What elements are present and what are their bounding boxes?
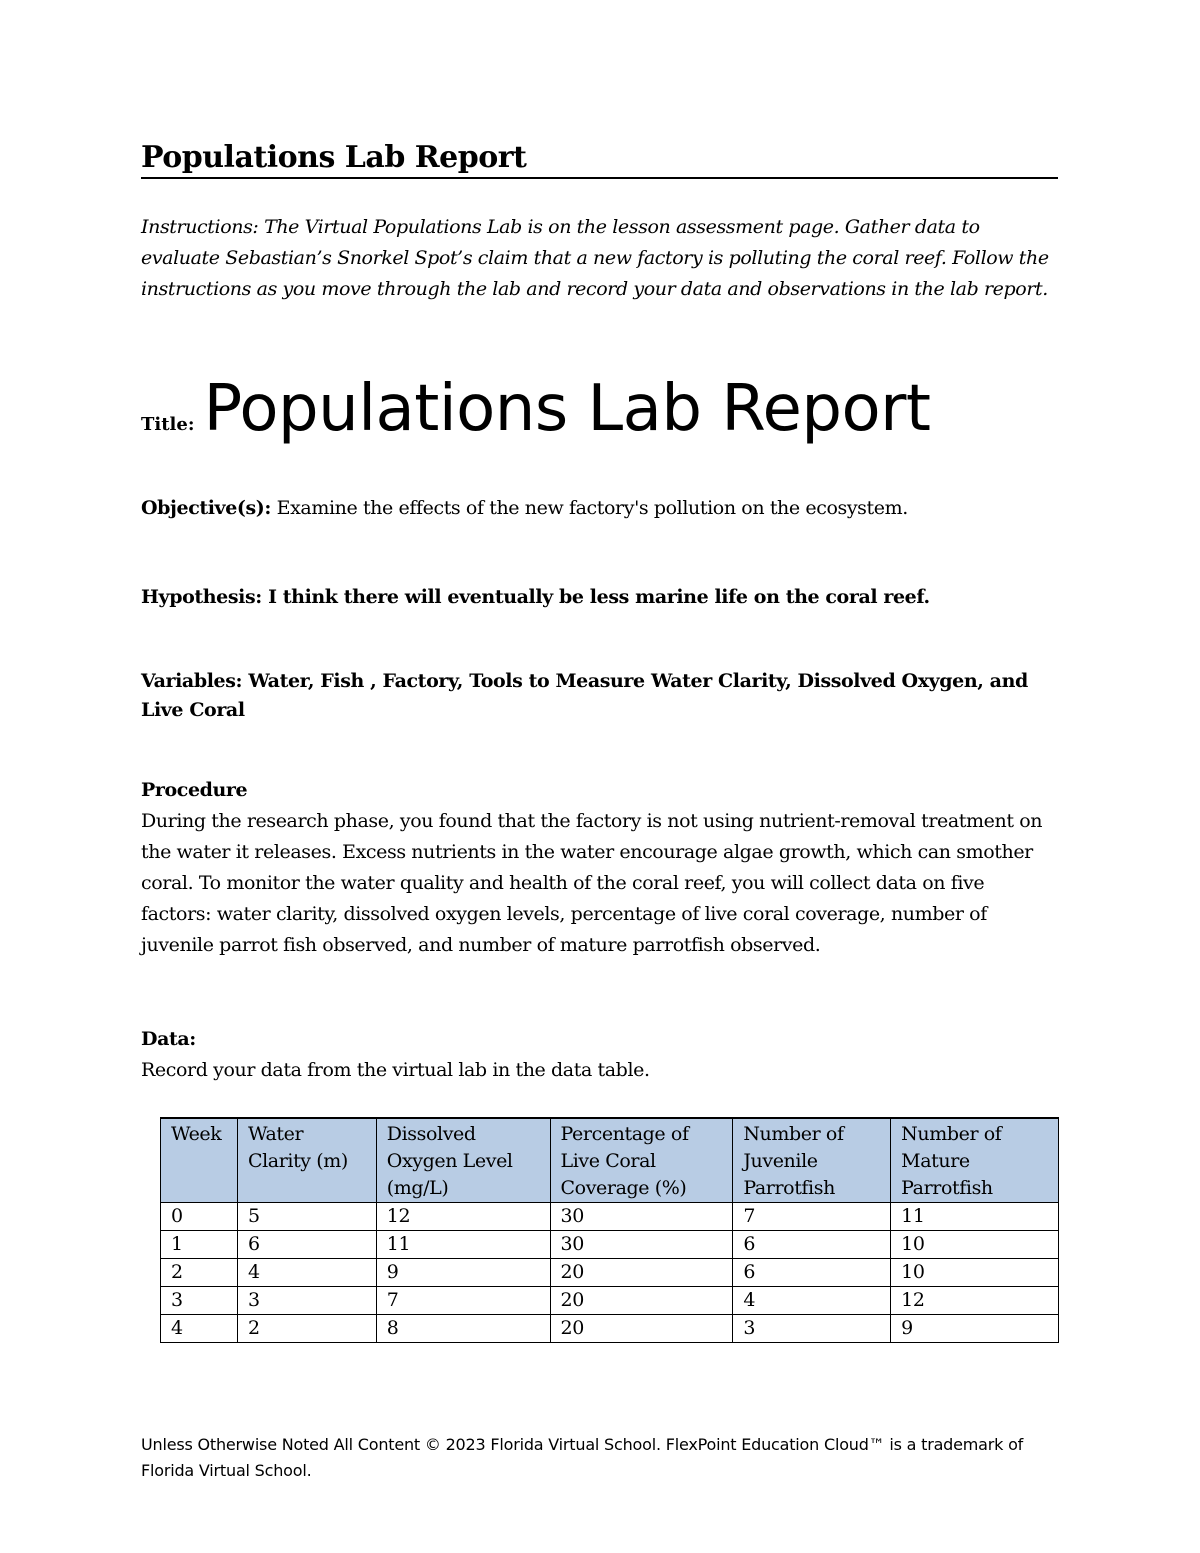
title-value: Populations Lab Report xyxy=(203,372,931,446)
table-cell: 2 xyxy=(161,1259,238,1287)
table-cell: 6 xyxy=(237,1231,376,1259)
footer-copyright: Unless Otherwise Noted All Content © 2023 Florida Virtual School. FlexPoint Education Cloud™ is a trademark of Florida Virtual School. xyxy=(141,1435,1024,1480)
header-mature-parrotfish: Number of Mature Parrotfish xyxy=(891,1118,1059,1203)
table-cell: 2 xyxy=(237,1315,376,1343)
header-juvenile-parrotfish: Number of Juvenile Parrotfish xyxy=(733,1118,891,1203)
table-header-row xyxy=(161,1118,1059,1203)
table-cell: 9 xyxy=(376,1259,550,1287)
table-cell: 20 xyxy=(550,1259,733,1287)
variables-section xyxy=(141,667,1056,725)
table-cell: 8 xyxy=(376,1315,550,1343)
header-dissolved-oxygen: Dissolved Oxygen Level (mg/L) xyxy=(376,1118,550,1203)
variables-text: Water, Fish , Factory, Tools to Measure Water Clarity, Dissolved Oxygen, and Live Coral xyxy=(141,670,1028,721)
header-live-coral: Percentage of Live Coral Coverage (%) xyxy=(550,1118,733,1203)
table-cell: 0 xyxy=(161,1203,238,1231)
title-row xyxy=(141,372,1091,446)
page-heading: Populations Lab Report xyxy=(141,140,1058,179)
table-row xyxy=(161,1287,1059,1315)
table-row xyxy=(161,1231,1059,1259)
hypothesis-label: Hypothesis: xyxy=(141,586,262,608)
data-instruction: Record your data from the virtual lab in the data table. xyxy=(141,1059,650,1081)
variables-label: Variables: xyxy=(141,670,243,692)
table-cell: 11 xyxy=(891,1203,1059,1231)
table-cell: 20 xyxy=(550,1287,733,1315)
data-label: Data: xyxy=(141,1028,196,1050)
table-cell: 12 xyxy=(891,1287,1059,1315)
table-cell: 4 xyxy=(733,1287,891,1315)
table-cell: 10 xyxy=(891,1231,1059,1259)
procedure-section xyxy=(141,775,1056,961)
table-cell: 3 xyxy=(161,1287,238,1315)
table-cell: 1 xyxy=(161,1231,238,1259)
hypothesis-text: I think there will eventually be less marine life on the coral reef. xyxy=(268,586,930,608)
table-cell: 30 xyxy=(550,1203,733,1231)
header-week: Week xyxy=(161,1118,238,1203)
objective-label: Objective(s): xyxy=(141,497,271,519)
hypothesis-section xyxy=(141,582,1056,613)
table-row xyxy=(161,1315,1059,1343)
table-row xyxy=(161,1259,1059,1287)
table-cell: 9 xyxy=(891,1315,1059,1343)
instructions-text: Instructions: The Virtual Populations Lab is on the lesson assessment page. Gather data to evaluate Sebastian’s Snorkel Spot’s claim that a new factory is polluting the coral reef. Follow the instructions as you move through the lab and record your data and observations in the lab report. xyxy=(141,216,1049,300)
table-cell: 30 xyxy=(550,1231,733,1259)
objective-section xyxy=(141,493,1056,524)
procedure-label: Procedure xyxy=(141,779,248,801)
table-cell: 10 xyxy=(891,1259,1059,1287)
table-cell: 4 xyxy=(161,1315,238,1343)
table-cell: 12 xyxy=(376,1203,550,1231)
title-label: Title: xyxy=(141,414,195,435)
table-cell: 3 xyxy=(237,1287,376,1315)
table-cell: 5 xyxy=(237,1203,376,1231)
table-cell: 6 xyxy=(733,1259,891,1287)
data-section xyxy=(141,1024,1056,1086)
table-cell: 7 xyxy=(376,1287,550,1315)
table-row xyxy=(161,1203,1059,1231)
header-water-clarity: Water Clarity (m) xyxy=(237,1118,376,1203)
data-table xyxy=(160,1117,1059,1343)
table-cell: 7 xyxy=(733,1203,891,1231)
objective-text: Examine the effects of the new factory's pollution on the ecosystem. xyxy=(276,497,908,519)
table-cell: 3 xyxy=(733,1315,891,1343)
procedure-text: During the research phase, you found that the factory is not using nutrient-removal treatment on the water it releases. Excess nutrients in the water encourage algae growth, which can smother coral. To monitor the water quality and health of the coral reef, you will collect data on five factors: water clarity, dissolved oxygen levels, percentage of live coral coverage, number of juvenile parrot fish observed, and number of mature parrotfish observed. xyxy=(141,810,1043,956)
table-cell: 6 xyxy=(733,1231,891,1259)
table-cell: 11 xyxy=(376,1231,550,1259)
table-cell: 20 xyxy=(550,1315,733,1343)
table-cell: 4 xyxy=(237,1259,376,1287)
